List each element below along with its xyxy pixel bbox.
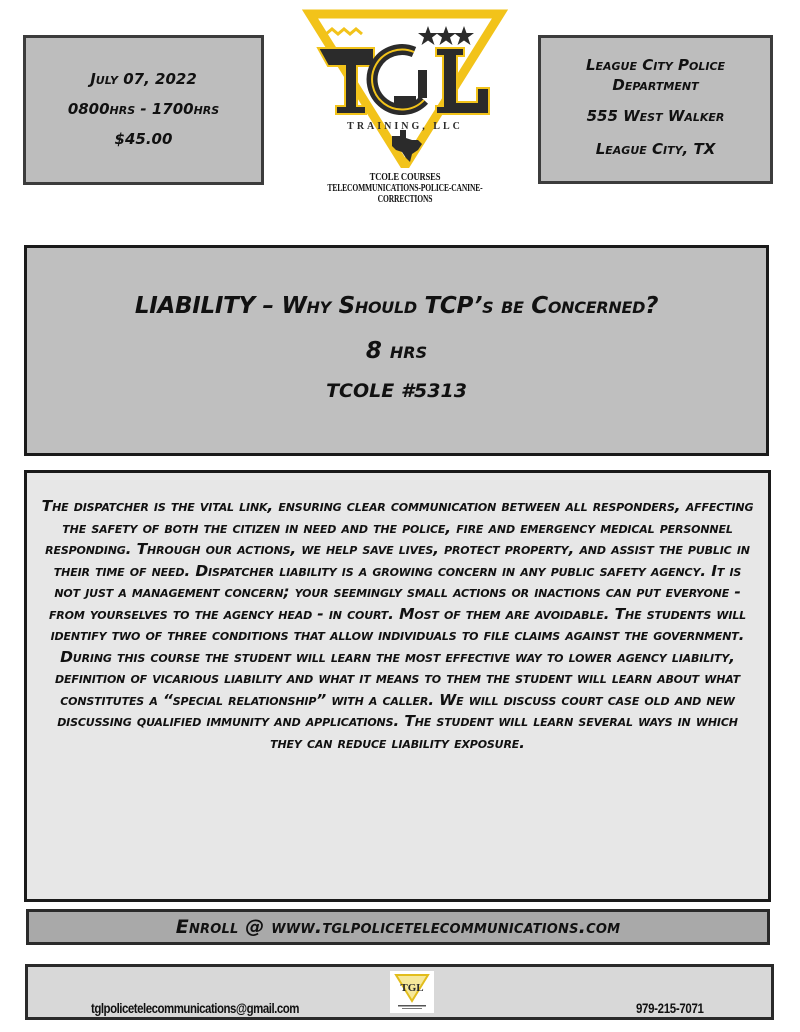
venue-name-line1: League City Police bbox=[585, 56, 726, 74]
course-title: LIABILITY – Why Should TCP’s be Concerned? bbox=[134, 293, 659, 319]
enroll-link[interactable]: Enroll @ www.tglpolicetelecommunications.com bbox=[175, 916, 621, 938]
location-box bbox=[538, 35, 773, 184]
tgl-logo bbox=[296, 8, 514, 205]
course-description-box bbox=[24, 470, 771, 902]
event-date: July 07, 2022 bbox=[90, 70, 197, 88]
event-price: $45.00 bbox=[114, 130, 173, 148]
course-description: The dispatcher is the vital link, ensuring clear communication between all responders, affecting the safety of both the citizen in need and the police, fire and emergency medical personnel responding. Through our actions, we help save lives, protect property, and assist the public in their time of need. Dispatcher liability is a growing concern in any public safety agency. It is not just a management concern; your seemingly small actions or inactions can put everyone - from yourselves to the agency head - in court. Most of them are avoidable. The students will identify two of three conditions that allow individuals to file claims against the government. During this course the student will learn the most effective way to lower agency liability, definition of vicarious liability and what it means to them the student will learn about what constitutes a “special relationship” with a caller. We will discuss court case old and new discussing qualified immunity and applications. The student will learn several ways in which they can reduce liability exposure. bbox=[41, 497, 754, 752]
venue-street: 555 West Walker bbox=[586, 107, 725, 125]
enroll-banner[interactable] bbox=[26, 909, 770, 945]
event-details-box bbox=[23, 35, 264, 185]
logo-caption-tcole: TCOLE COURSES bbox=[369, 171, 441, 183]
svg-text:TGL: TGL bbox=[400, 982, 424, 994]
venue-city: League City, TX bbox=[595, 140, 716, 158]
course-tcole-number: TCOLE #5313 bbox=[326, 380, 467, 402]
course-title-box bbox=[24, 245, 769, 456]
contact-email-link[interactable]: tglpolicetelecommunications@gmail.com bbox=[91, 1000, 299, 1016]
logo-caption-disciplines: TELECOMMUNICATIONS-POLICE-CANINE-CORRECTIONS bbox=[327, 183, 483, 205]
event-hours: 0800hrs - 1700hrs bbox=[67, 100, 220, 118]
svg-text:TRAINING, LLC: TRAINING, LLC bbox=[347, 121, 463, 132]
tgl-triangle-logo-icon bbox=[296, 8, 514, 168]
footer-tgl-logo bbox=[390, 971, 434, 1013]
venue-name-line2: Department bbox=[612, 76, 699, 94]
footer-contact-bar bbox=[25, 964, 774, 1020]
course-duration: 8 hrs bbox=[365, 338, 428, 364]
contact-phone[interactable]: 979-215-7071 bbox=[636, 1000, 704, 1016]
tgl-mini-logo-icon bbox=[390, 971, 434, 1013]
